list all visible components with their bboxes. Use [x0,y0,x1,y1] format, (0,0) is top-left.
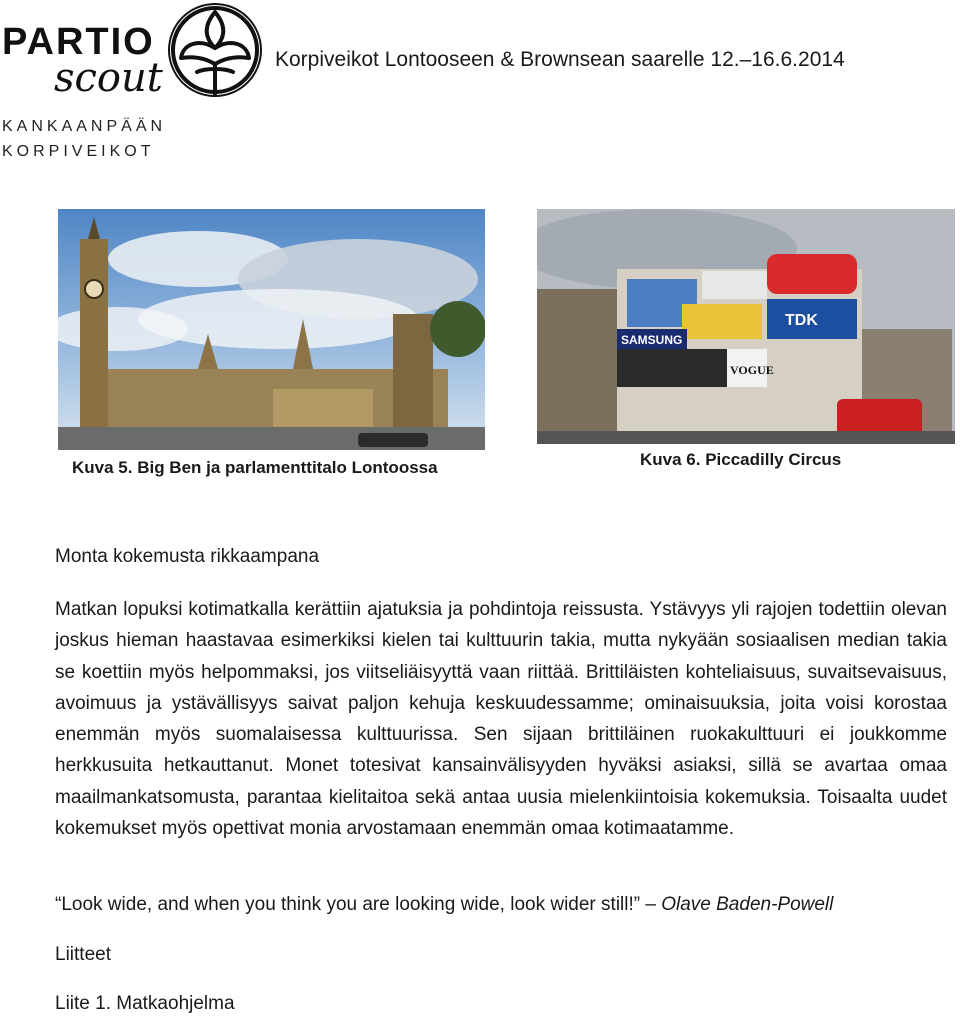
baden-powell-quote [55,894,833,916]
figure-5-caption: Kuva 5. Big Ben ja parlamenttitalo Lontoossa [72,458,438,477]
quote-text: “Look wide, and when you think you are looking wide, look wider still!” [55,894,641,915]
tdk-sign-text: TDK [785,312,818,329]
section-heading: Monta kokemusta rikkaampana [55,546,320,567]
vogue-sign-text: VOGUE [730,363,774,377]
logo-scout-text: scout [54,55,163,101]
logo-kankaanpaan-text: KANKAANPÄÄN [2,118,167,135]
scout-fleur-de-lis-icon [167,2,263,100]
quote-author: Olave Baden-Powell [661,894,834,915]
attachment-item: Liite 1. Matkaohjelma [55,993,235,1014]
section-body-paragraph: Matkan lopuksi kotimatkalla kerättiin ajatuksia ja pohdintoja reissusta. Ystävyys yli rajojen todettiin olevan joskus hieman haastavaa esimerkiksi kielen tai kulttuurin takia, mutta nykyään sosiaalisen median takia se koettiin myös helpommaksi, jos viitseliäisyyttä vaan riittää. Brittiläisten kohteliaisuus, suvaitsevaisuus, avoimuus ja ystävällisyys saivat paljon kehuja keskuudessamme; ominaisuuksia, joita voisi korostaa enemmän myös suomalaisessa kulttuurissa. Sen sijaan brittiläinen ruokakulttuuri ei joukkomme herkkusuita hetkauttanut. Monet totesivat kansainvälisyyden hyväksi asiaksi, sillä se avartaa omaa maailmankatsomusta, parantaa kielitaitoa sekä antaa uusia mielenkiintoisia kokemuksia. Toisaalta uudet kokemukset myös opettivat monia arvostamaan enemmän omaa kotimaatamme. [55,599,947,840]
attachments-heading: Liitteet [55,944,111,965]
big-ben-photo [58,209,485,450]
figure-6-caption: Kuva 6. Piccadilly Circus [640,450,842,469]
logo-partio-text: PARTIO [2,21,155,63]
quote-dash: – [640,894,662,915]
partio-scout-logo [0,0,270,165]
samsung-sign-text: SAMSUNG [621,333,683,347]
piccadilly-circus-photo [537,209,955,444]
document-header-title: Korpiveikot Lontooseen & Brownsean saarelle 12.–16.6.2014 [275,48,845,71]
logo-korpiveikot-text: KORPIVEIKOT [2,143,155,160]
